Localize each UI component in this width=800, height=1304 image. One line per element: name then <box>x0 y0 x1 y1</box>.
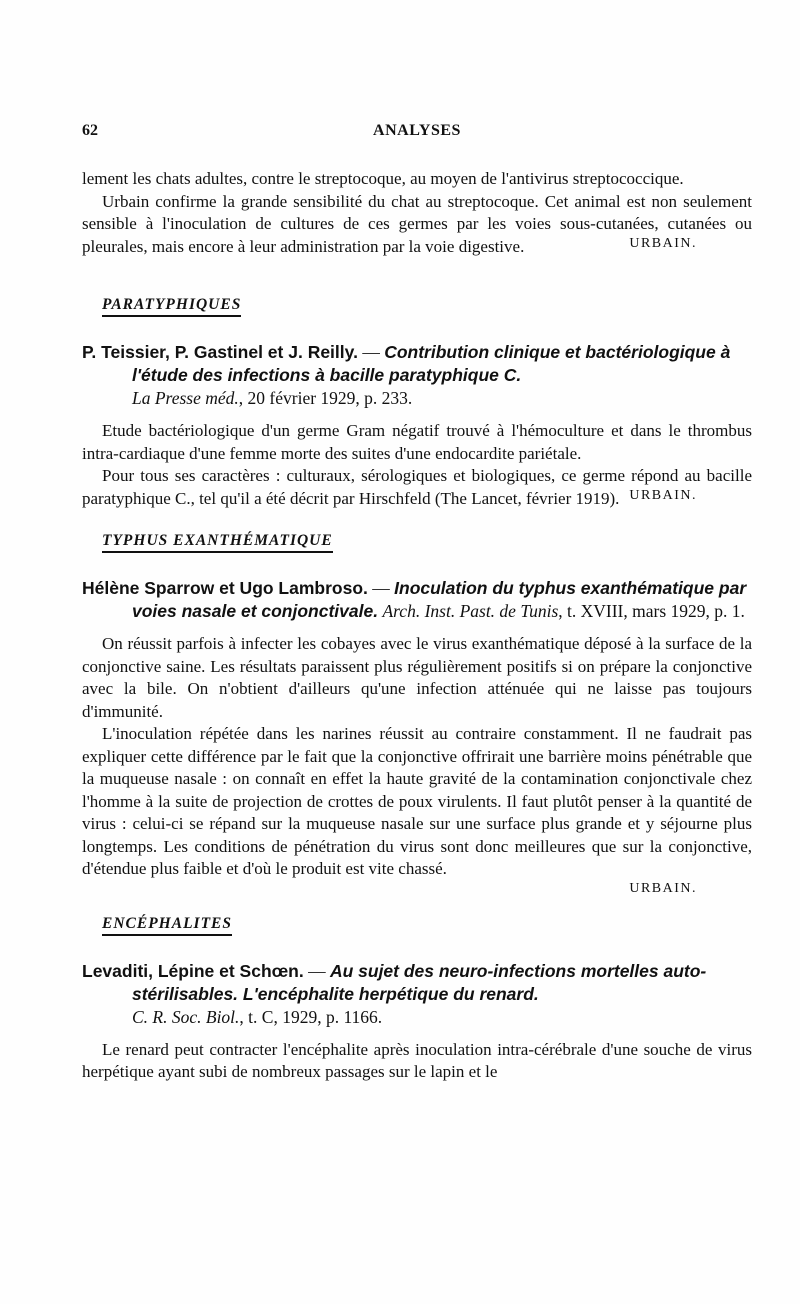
signature: URBAIN. <box>629 236 697 251</box>
paragraph: Etude bactériologique d'un germe Gram négatif trouvé à l'hémoculture et dans le thrombus intra-cardiaque d'une femme morte des suites d'une endocardite pariétale. <box>82 421 752 463</box>
page-number: 62 <box>82 122 98 139</box>
article-reference <box>82 341 752 410</box>
paragraph-text-end: , février 1919). <box>517 488 620 508</box>
section-encephalites <box>82 915 752 1084</box>
section-typhus <box>82 532 752 903</box>
reference-title: Au sujet des neuro-infections mortelles auto-stérilisables. L'encéphalite herpétique du renard. <box>132 960 707 1004</box>
page-content <box>82 168 752 1084</box>
reference-dash: — <box>357 342 385 362</box>
cited-journal: The Lancet <box>440 488 518 508</box>
reference-citation: , t. XVIII, mars 1929, p. 1. <box>558 601 745 621</box>
reference-title: Contribution clinique et bactériologique à l'étude des infections à bacille paratyphique C. <box>132 342 731 385</box>
article-reference <box>82 960 752 1029</box>
section-heading: ENCÉPHALITES <box>102 915 232 936</box>
article-reference <box>82 577 752 623</box>
reference-citation: , t. C, 1929, p. 1166. <box>239 1006 383 1027</box>
paragraph-text: Pour tous ses caractères : culturaux, sérologiques et biologiques, ce germe répond au bacille paratyphique C., tel qu'il a été décrit par Hirschfeld ( <box>82 466 752 508</box>
reference-citation: , 20 février 1929, p. 233. <box>238 388 413 408</box>
section-heading: TYPHUS EXANTHÉMATIQUE <box>102 532 333 553</box>
reference-journal: Arch. Inst. Past. de Tunis <box>382 601 559 621</box>
reference-title: Inoculation du typhus exanthématique par voies nasale et conjonctivale. <box>132 578 747 621</box>
reference-authors: Hélène Sparrow et Ugo Lambroso. <box>82 578 368 598</box>
paragraph: lement les chats adultes, contre le streptocoque, au moyen de l'antivirus streptococcique. <box>82 169 684 188</box>
section-paratyphiques <box>82 296 752 510</box>
paragraph: Le renard peut contracter l'encéphalite après inoculation intra-cérébrale d'une souche de virus herpétique ayant subi de nombreux passages sur le lapin et le <box>82 1039 752 1081</box>
paragraph: On réussit parfois à infecter les cobayes avec le virus exanthématique déposé à la surface de la conjonctive saine. Les résultats paraissent plus régulièrement positifs si on prépare la conjonctive avec la bile. On n'obtient d'ailleurs qu'une infection atténuée qui ne laisse pas toujours d'immunité. <box>82 634 752 721</box>
signature: URBAIN. <box>629 880 697 896</box>
signature: URBAIN. <box>629 488 697 503</box>
reference-authors: Levaditi, Lépine et Schœn. <box>82 960 304 981</box>
reference-dash: — <box>367 578 395 598</box>
paragraph: Urbain confirme la grande sensibilité du chat au streptocoque. Cet animal est non seulement sensible à l'inoculation de cultures de ces germes par les voies sous-cutanées, cutanées ou pleurales, mais encore à leur administration par la voie digestive. <box>82 191 752 256</box>
page-header <box>82 122 752 146</box>
reference-dash: — <box>303 960 330 981</box>
paragraph: L'inoculation répétée dans les narines réussit au contraire constamment. Il ne faudrait pas expliquer cette différence par le fait que la conjonctive offrirait une barrière moins pénétrable que la muqueuse nasale : on connaît en effet la haute gravité de la contamination conjonctivale chez l'homme à la suite de projection de crottes de poux virulents. Il faut plutôt penser à la quantité de virus : celui-ci se répand sur la muqueuse nasale sur une surface plus grande et y séjourne plus longtemps. Les conditions de pénétration du virus sont donc meilleures que sur la conjonctive, d'étendue plus faible et d'où le produit est vite chassé. <box>82 724 752 878</box>
section-heading: PARATYPHIQUES <box>102 296 241 317</box>
reference-authors: P. Teissier, P. Gastinel et J. Reilly. <box>82 342 358 362</box>
reference-journal: C. R. Soc. Biol. <box>132 1006 240 1027</box>
running-title: ANALYSES <box>373 122 461 139</box>
reference-journal: La Presse méd. <box>132 388 239 408</box>
